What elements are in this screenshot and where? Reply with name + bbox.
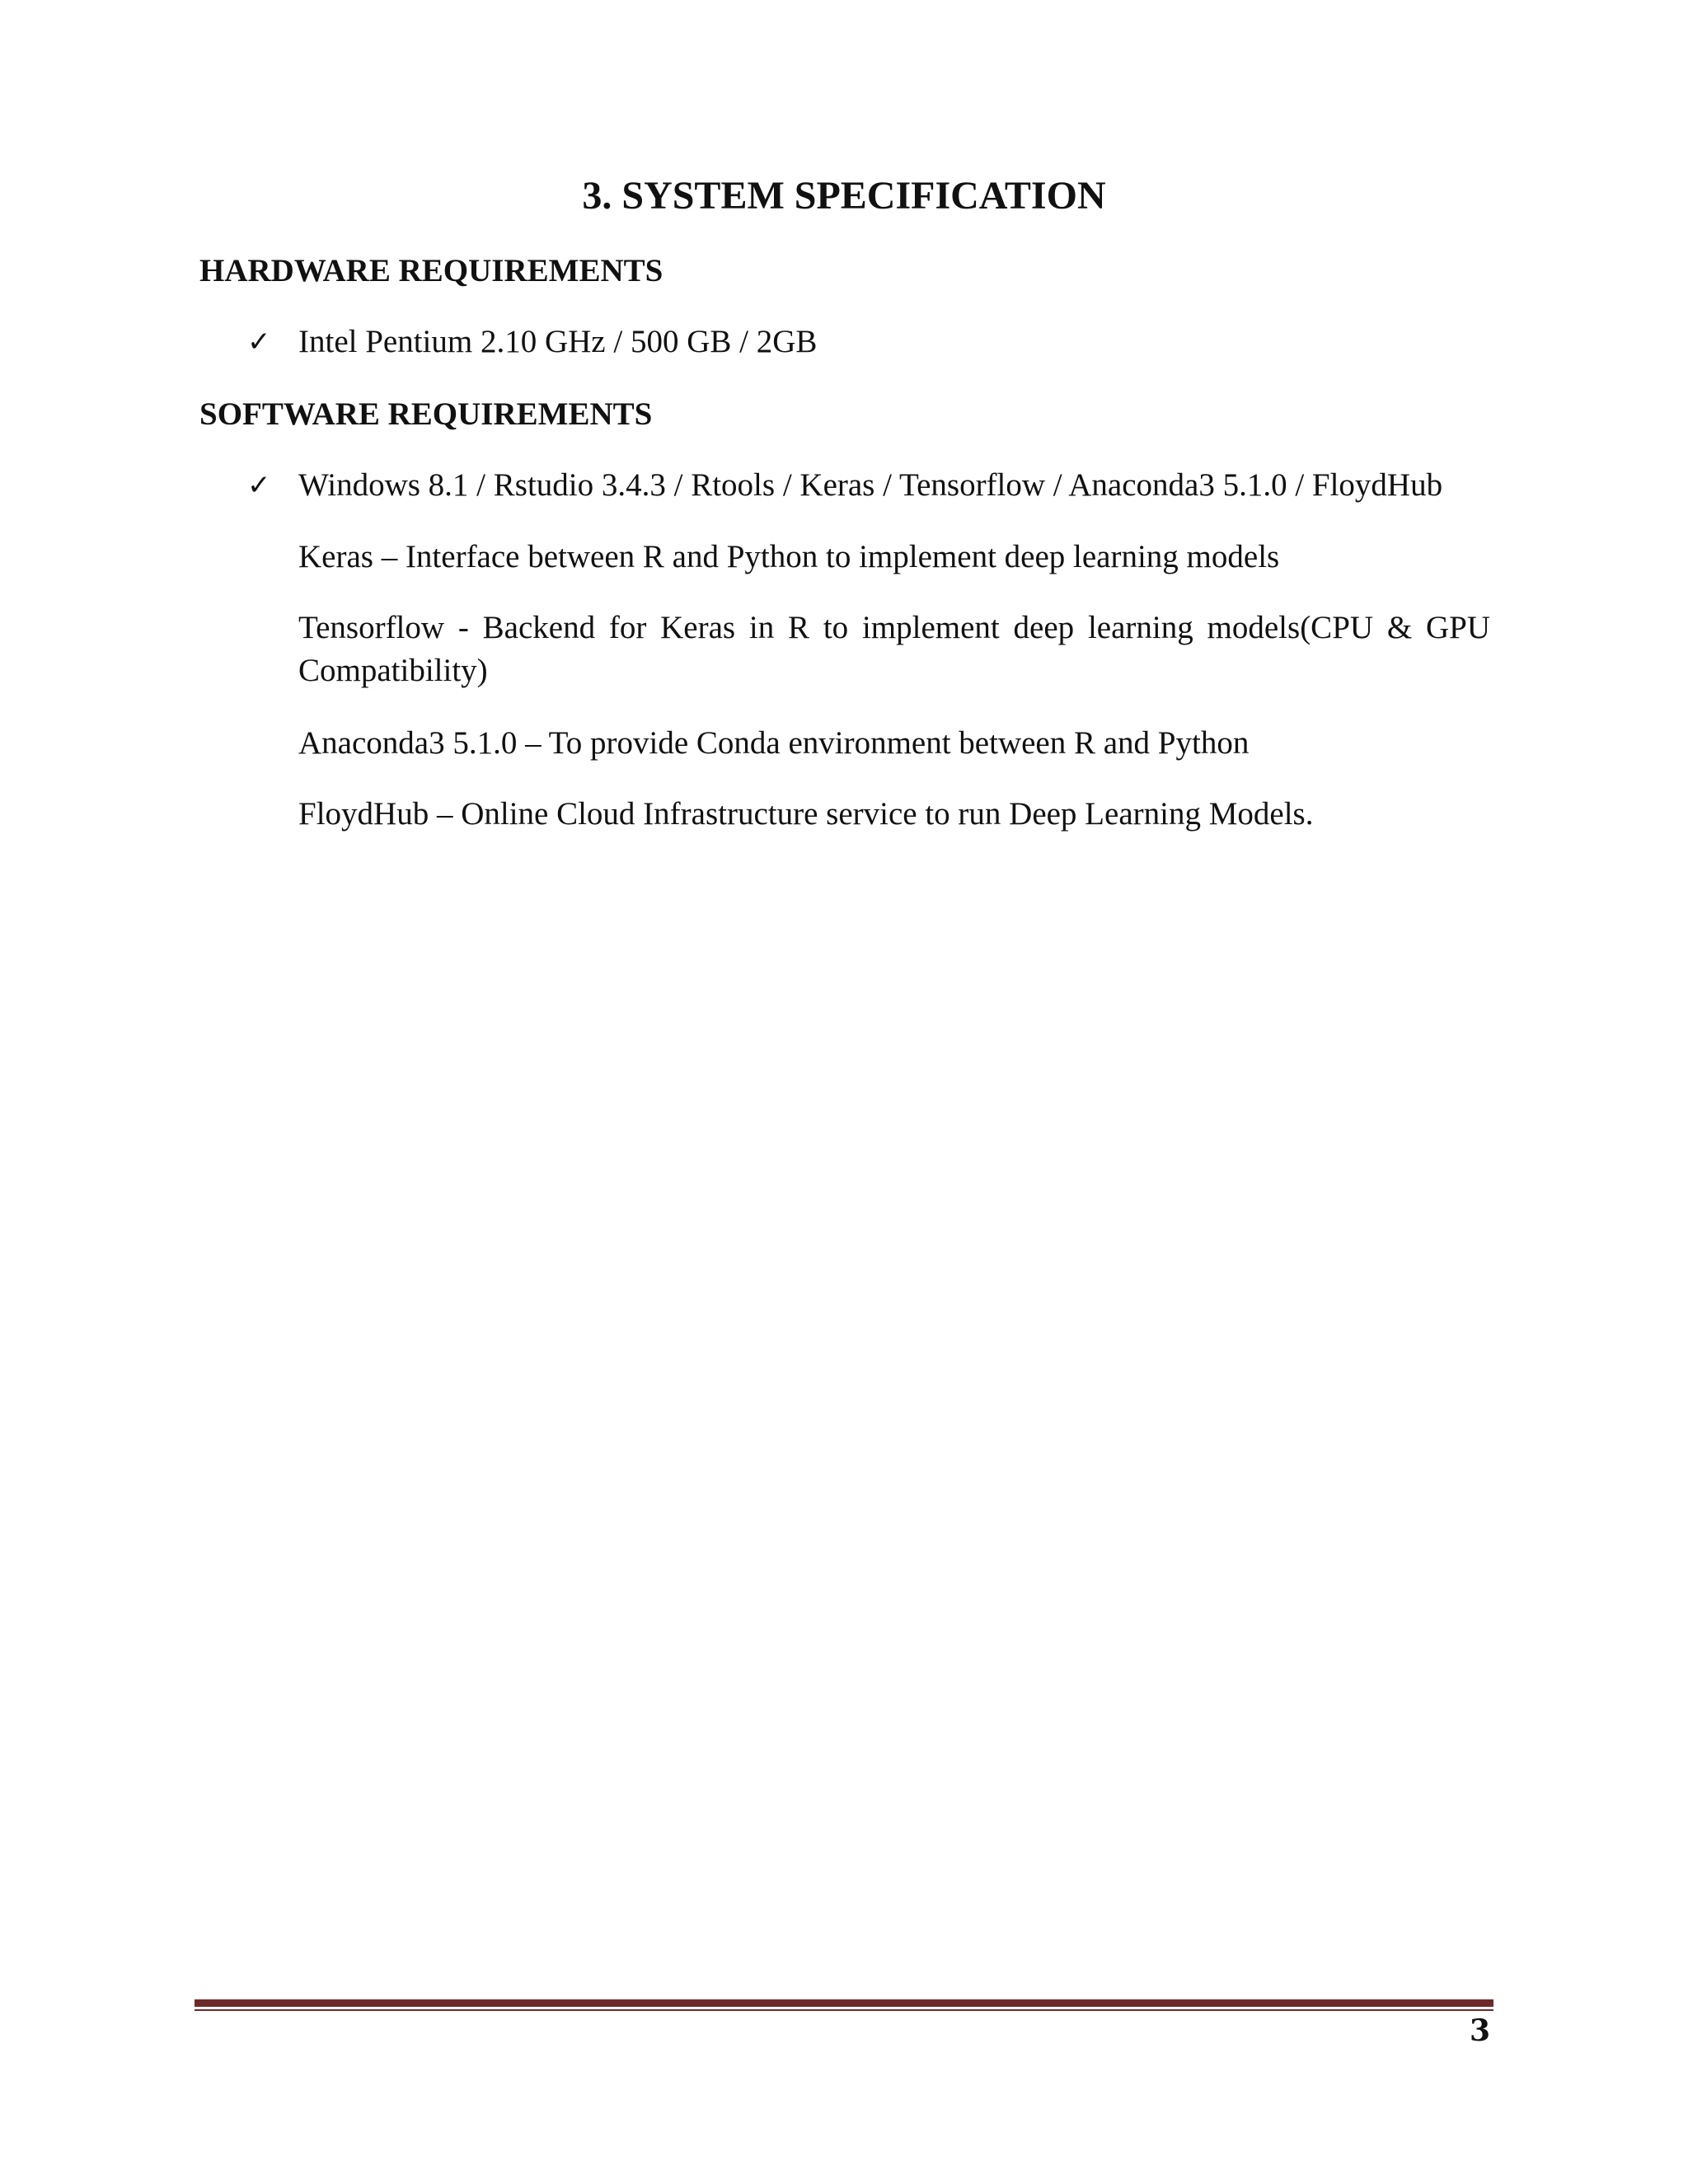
software-item-text: Windows 8.1 / Rstudio 3.4.3 / Rtools / Keras / Tensorflow / Anaconda3 5.1.0 / FloydHub: [298, 467, 1443, 503]
footer-rule: [195, 1999, 1493, 2007]
keras-description: Keras – Interface between R and Python to implement deep learning models: [298, 539, 1280, 574]
anaconda-description: Anaconda3 5.1.0 – To provide Conda environment between R and Python: [298, 725, 1250, 761]
section-title: 3. SYSTEM SPECIFICATION: [582, 174, 1106, 218]
checkmark-icon: ✓: [247, 326, 271, 359]
hardware-item-text: Intel Pentium 2.10 GHz / 500 GB / 2GB: [298, 324, 818, 359]
tensorflow-description: Tensorflow - Backend for Keras in R to implement deep learning models(CPU & GPU Compatibility): [298, 610, 1490, 688]
floydhub-description: FloydHub – Online Cloud Infrastructure service to run Deep Learning Models.: [298, 796, 1314, 832]
footer-rule-thin: [195, 2009, 1493, 2011]
hardware-heading: HARDWARE REQUIREMENTS: [199, 253, 663, 288]
software-heading: SOFTWARE REQUIREMENTS: [199, 396, 653, 432]
page-number: 3: [1469, 2013, 1490, 2048]
checkmark-icon: ✓: [247, 469, 271, 502]
